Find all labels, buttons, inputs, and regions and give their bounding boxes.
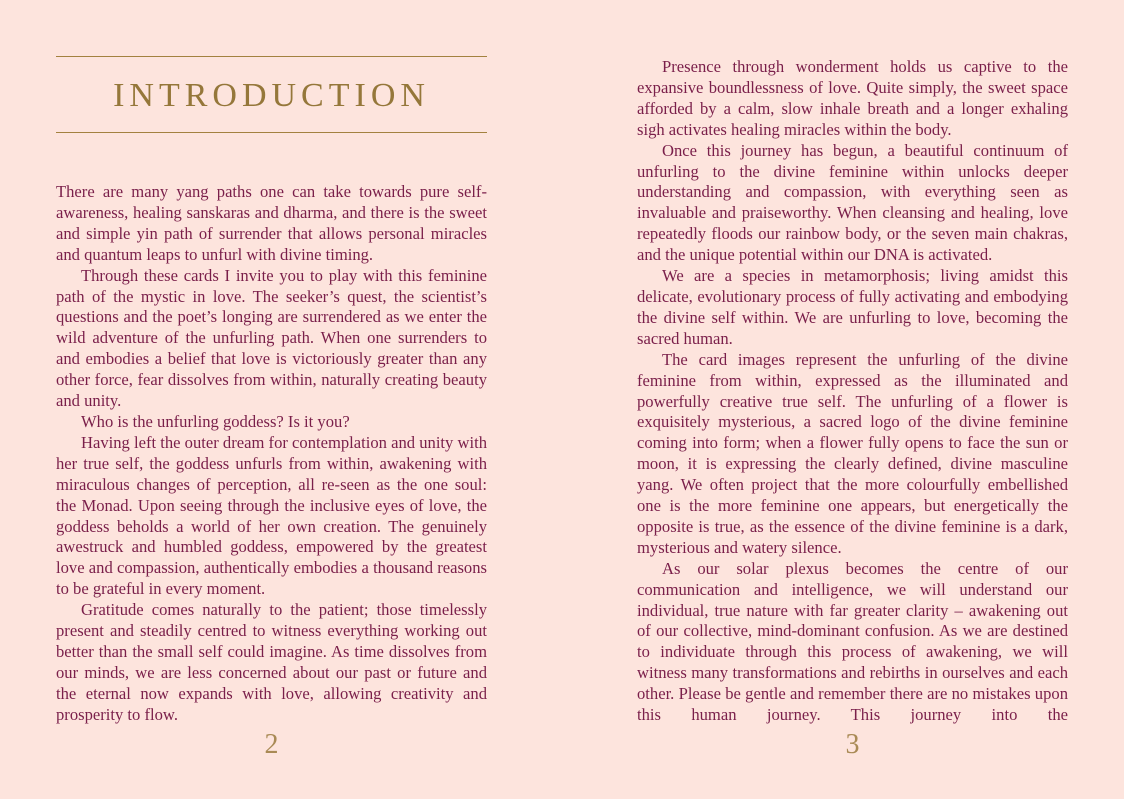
chapter-title: INTRODUCTION [113, 77, 430, 114]
paragraph: Through these cards I invite you to play with this feminine path of the mystic in love. The seeker’s quest, the scientist’s questions and the poet’s longing are surrendered as we enter the wild adventure of the unfurling path. When one surrenders to and embodies a belief that love is victoriously greater than any other force, fear dissolves from within, naturally creating beauty and unity. [56, 265, 487, 411]
left-page [56, 0, 487, 799]
paragraph: There are many yang paths one can take towards pure self-awareness, healing sanskaras and dharma, and there is the sweet and simple yin path of surrender that allows personal miracles and quantum leaps to unfurl with divine timing. [56, 182, 487, 264]
paragraph: As our solar plexus becomes the centre of our communication and intelligence, we will understand our individual, true nature with far greater clarity – awakening out of our collective, mind-dominant confusion. As we are destined to individuate through this process of awakening, we will witness many transformations and rebirths in ourselves and each other. Please be gentle and remember there are no mistakes upon this human journey. This journey into the [637, 558, 1068, 725]
paragraph: Once this journey has begun, a beautiful continuum of unfurling to the divine feminine within unlocks deeper understanding and compassion, with everything seen as invaluable and praiseworthy. When cleansing and healing, love repeatedly floods our rainbow body, or the seven main chakras, and the unique potential within our DNA is activated. [637, 140, 1068, 265]
page-number: 3 [845, 729, 860, 760]
page-number: 2 [264, 729, 279, 760]
paragraph: Who is the unfurling goddess? Is it you? [81, 411, 350, 431]
title-top-rule [56, 56, 487, 57]
title-bottom-rule [56, 132, 487, 133]
paragraph: Having left the outer dream for contemplation and unity with her true self, the goddess unfurls from within, awakening with miraculous changes of perception, all re-seen as the one soul: the Monad. Upon seeing through the inclusive eyes of love, the goddess beholds a world of her own creation. The genuinely awestruck and humbled goddess, empowered by the greatest love and compassion, authentically embodies a thousand reasons to be grateful in every moment. [56, 432, 487, 599]
right-page-body [637, 57, 1068, 726]
paragraph: Presence through wonderment holds us captive to the expansive boundlessness of love. Quite simply, the sweet space afforded by a calm, slow inhale breath and a longer exhaling sigh activates healing miracles within the body. [637, 57, 1068, 139]
left-page-body [56, 182, 487, 726]
paragraph: The card images represent the unfurling of the divine feminine from within, expressed as the illuminated and powerfully creative true self. The unfurling of a flower is exquisitely mysterious, a sacred logo of the divine feminine coming into form; when a flower fully opens to face the sun or moon, it is expressing the clearly defined, divine masculine yang. We often project that the more colourfully embellished one is the more feminine one appears, but energetically the opposite is true, as the essence of the divine feminine is a dark, mysterious and watery silence. [637, 349, 1068, 557]
paragraph: Gratitude comes naturally to the patient; those timelessly present and steadily centred to witness everything working out better than the small self could imagine. As time dissolves from our minds, we are less concerned about our past or future and the eternal now expands with love, allowing creativity and prosperity to flow. [56, 600, 487, 724]
right-page [637, 0, 1068, 799]
paragraph: We are a species in metamorphosis; living amidst this delicate, evolutionary process of fully activating and embodying the divine self within. We are unfurling to love, becoming the sacred human. [637, 266, 1068, 348]
